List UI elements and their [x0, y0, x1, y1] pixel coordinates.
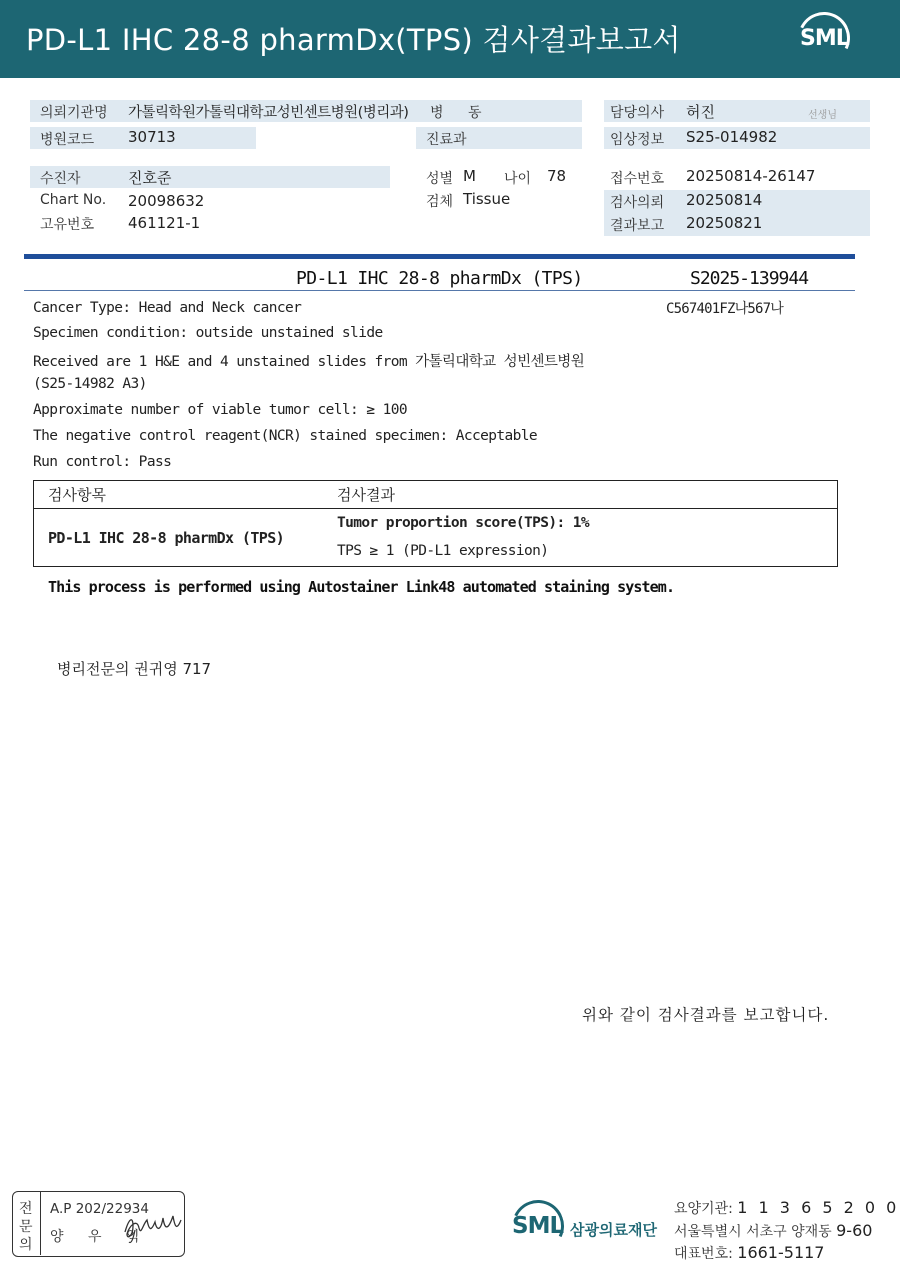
section-divider	[24, 254, 855, 259]
receipt-label: 접수번호	[610, 171, 665, 187]
received-line: Received are 1 H&E and 4 unstained slides from 가톨릭대학교 성빈센트병원	[33, 354, 585, 370]
receipt-value: 20250814-26147	[686, 167, 816, 185]
closing-statement: 위와 같이 검사결과를 보고합니다.	[582, 1006, 830, 1024]
negative-control-line: The negative control reagent(NCR) stained specimen: Acceptable	[33, 428, 538, 444]
chart-label: Chart No.	[40, 192, 107, 208]
request-date-label: 검사의뢰	[610, 195, 665, 211]
report-id: S2025-139944	[690, 268, 809, 289]
institution-code-line	[674, 1198, 899, 1218]
report-title: PD-L1 IHC 28-8 pharmDx (TPS)	[296, 268, 583, 289]
stamp-char: 문	[19, 1219, 33, 1235]
title-underline	[24, 290, 855, 291]
stamp-license: A.P 202/22934	[50, 1201, 149, 1217]
doctor-value: 허진	[686, 103, 715, 121]
institution-code-label: 요양기관:	[674, 1201, 738, 1217]
pathologist-line: 병리전문의 권귀영 717	[57, 660, 212, 678]
sex-value: M	[463, 167, 476, 185]
cancer-type-line: Cancer Type: Head and Neck cancer	[33, 300, 302, 316]
patient-value: 진호준	[128, 169, 172, 187]
phone-value: 1661-5117	[737, 1243, 825, 1262]
request-date-value: 20250814	[686, 191, 763, 209]
result-table	[33, 480, 838, 567]
hospital-code-value: 30713	[128, 128, 176, 146]
report-date-value: 20250821	[686, 214, 763, 232]
table-header-rule	[34, 508, 837, 509]
phone-line	[674, 1243, 824, 1263]
clinical-label: 임상정보	[610, 132, 665, 148]
requester-value: 가톨릭학원가톨릭대학교성빈센트병원(병리과)	[128, 105, 409, 121]
specimen-label: 검체	[426, 194, 454, 210]
address-label: 서울특별시 서초구 양재동	[674, 1224, 837, 1240]
header-bar	[0, 0, 900, 78]
run-control-line: Run control: Pass	[33, 454, 172, 470]
dept-label: 진료과	[426, 132, 467, 148]
clinical-value: S25-014982	[686, 128, 778, 146]
age-label: 나이	[504, 171, 532, 187]
stamp-char: 의	[19, 1237, 33, 1253]
doctor-label: 담당의사	[610, 105, 665, 121]
doctor-suffix: 선생님	[808, 110, 837, 121]
viable-tumor-line: Approximate number of viable tumor cell: ≥ 100	[33, 402, 407, 418]
sml-logo-icon	[796, 12, 854, 66]
institution-code-value: 1 1 3 6 5 2 0 0	[737, 1198, 900, 1217]
signature-icon	[121, 1206, 183, 1246]
sml-logo-text: SML	[800, 26, 849, 51]
chart-value: 20098632	[128, 192, 205, 210]
age-value: 78	[547, 167, 567, 185]
patient-label: 수진자	[40, 171, 81, 187]
sml-footer-logo-icon	[510, 1200, 570, 1256]
patient-box	[30, 166, 390, 188]
table-result-main: Tumor proportion score(TPS): 1%	[337, 515, 590, 531]
unique-value: 461121-1	[128, 214, 201, 232]
received-ref-line: (S25-14982 A3)	[33, 376, 147, 392]
stamp-name: 양 우 익	[50, 1229, 150, 1245]
ward-label: 병 동	[430, 105, 492, 121]
report-code: C567401FZ나567나	[666, 301, 783, 317]
requester-label: 의뢰기관명	[40, 105, 108, 121]
stamp-vertical-label	[13, 1192, 41, 1255]
phone-label: 대표번호:	[674, 1246, 738, 1262]
stamp-char: 전	[19, 1201, 33, 1217]
unique-label: 고유번호	[40, 217, 95, 233]
report-header-title: PD-L1 IHC 28-8 pharmDx(TPS) 검사결과보고서	[26, 23, 681, 57]
specimen-condition-line: Specimen condition: outside unstained slide	[33, 325, 383, 341]
hospital-code-label: 병원코드	[40, 132, 95, 148]
process-note: This process is performed using Autostainer Link48 automated staining system.	[48, 578, 675, 596]
sml-footer-logo-text: SML	[512, 1213, 564, 1239]
address-line	[674, 1221, 872, 1241]
report-date-label: 결과보고	[610, 218, 665, 234]
pathologist-stamp	[12, 1191, 185, 1257]
sex-label: 성별	[426, 171, 454, 187]
table-item-cell: PD-L1 IHC 28-8 pharmDx (TPS)	[48, 529, 285, 547]
table-result-sub: TPS ≥ 1 (PD-L1 expression)	[337, 543, 549, 559]
org-name: 삼광의료재단	[570, 1221, 657, 1239]
table-header-result: 검사결과	[337, 486, 395, 504]
specimen-value: Tissue	[463, 190, 511, 208]
address-value: 9-60	[836, 1221, 873, 1240]
table-header-item: 검사항목	[48, 486, 106, 504]
